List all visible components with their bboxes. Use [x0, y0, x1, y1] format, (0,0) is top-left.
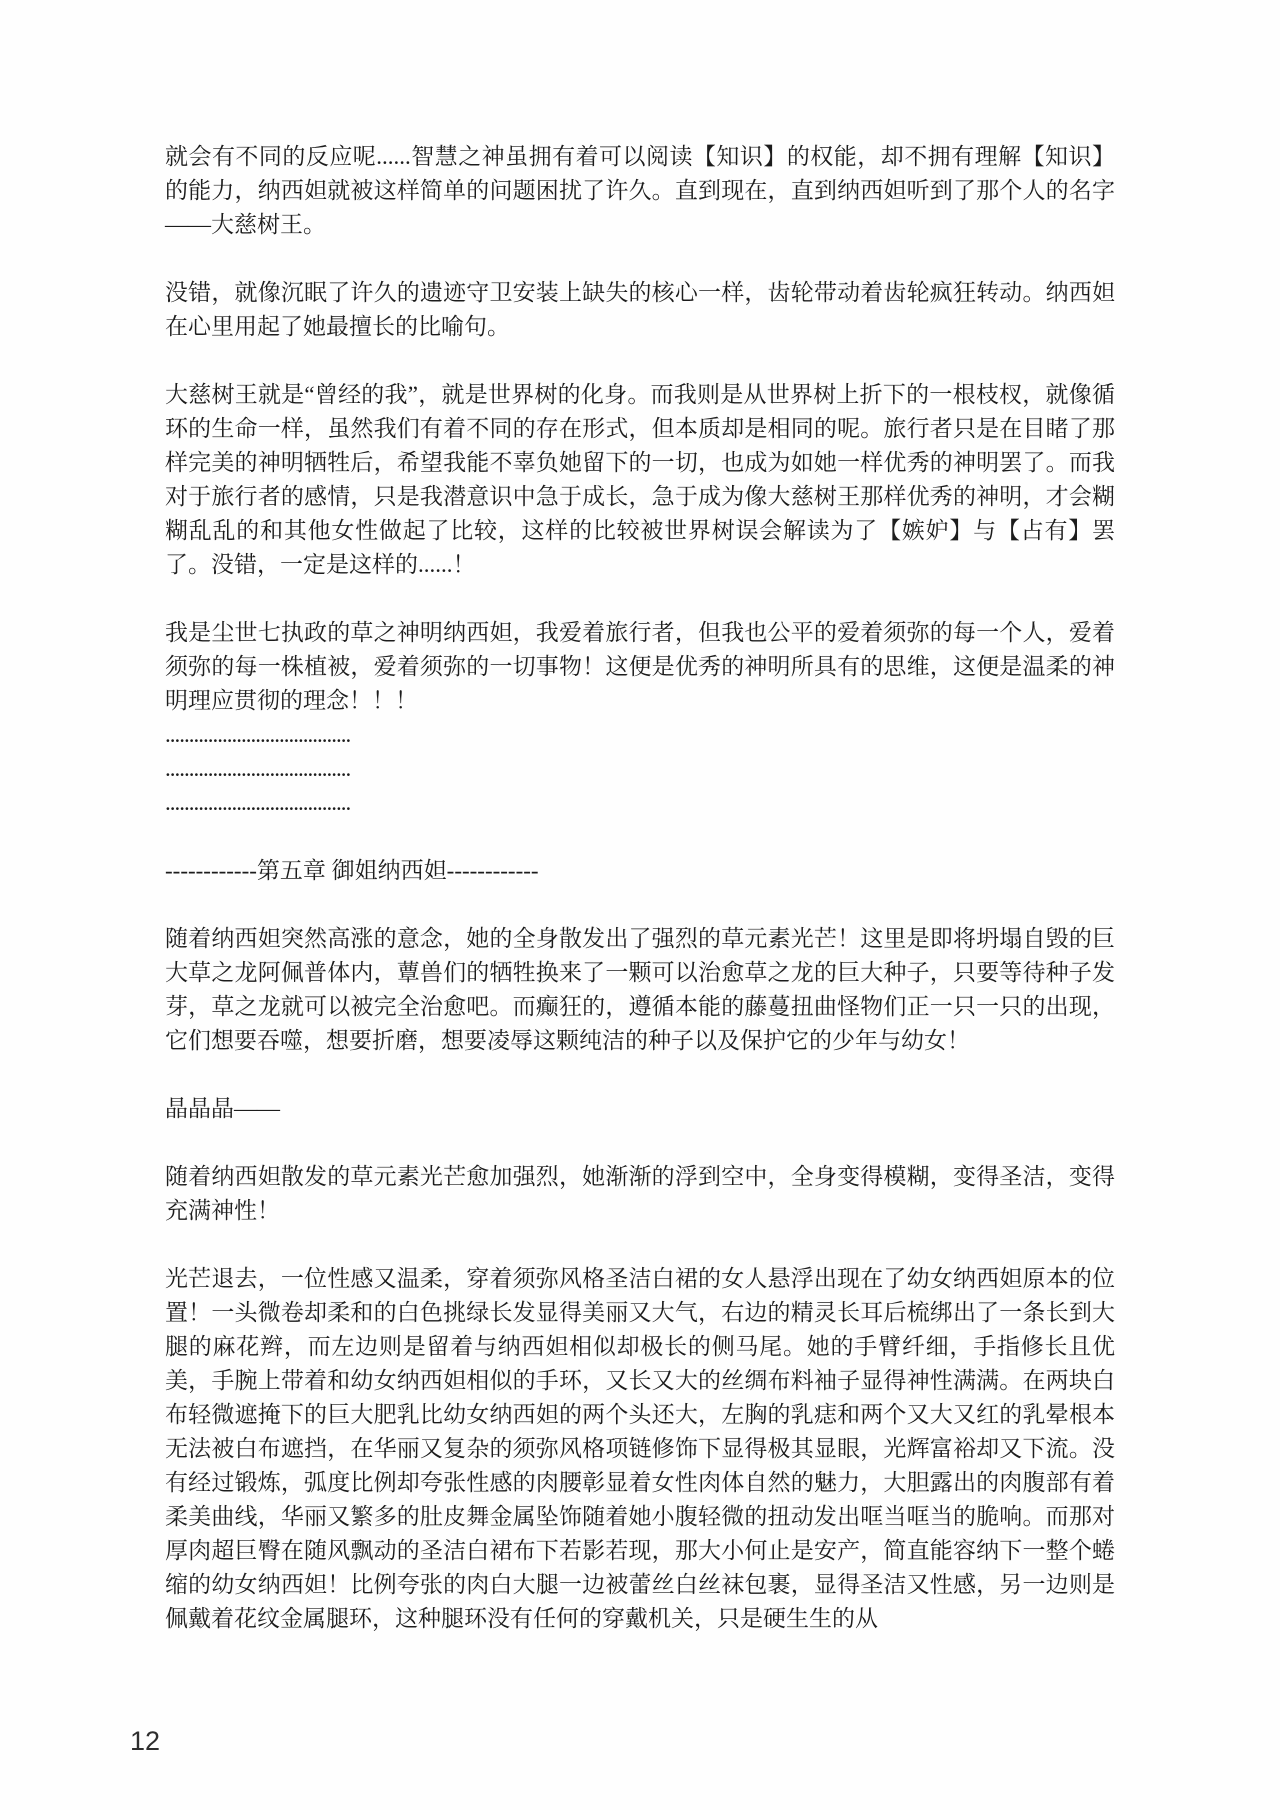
document-page-text: [165, 140, 1115, 1670]
chapter-heading: ------------第五章 御姐纳西妲------------: [165, 858, 539, 883]
ellipsis-line: .......................................: [165, 722, 351, 747]
ellipsis-line: .......................................: [165, 756, 351, 781]
paragraph: 光芒退去，一位性感又温柔，穿着须弥风格圣洁白裙的女人悬浮出现在了幼女纳西妲原本的位置！一头微卷却柔和的白色挑绿长发显得美丽又大气，右边的精灵长耳后梳绑出了一条长到大腿的麻花辫，而左边则是留着与纳西妲相似却极长的侧马尾。她的手臂纤细，手指修长且优美，手腕上带着和幼女纳西妲相似的手环，又长又大的丝绸布料袖子显得神性满满。在两块白布轻微遮掩下的巨大肥乳比幼女纳西妲的两个头还大，左胸的乳痣和两个又大又红的乳晕根本无法被白布遮挡，在华丽又复杂的须弥风格项链修饰下显得极其显眼，光辉富裕却又下流。没有经过锻炼，弧度比例却夸张性感的肉腰彰显着女性肉体自然的魅力，大胆露出的肉腹部有着柔美曲线，华丽又繁多的肚皮舞金属坠饰随着她小腹轻微的扭动发出哐当哐当的脆响。而那对厚肉超巨臀在随风飘动的圣洁白裙布下若影若现，那大小何止是安产，简直能容纳下一整个蜷缩的幼女纳西妲！比例夸张的肉白大腿一边被蕾丝白丝袜包裹，显得圣洁又性感，另一边则是佩戴着花纹金属腿环，这种腿环没有任何的穿戴机关，只是硬生生的从: [165, 1266, 1115, 1631]
paragraph: 晶晶晶——: [165, 1096, 280, 1121]
paragraph: 我是尘世七执政的草之神明纳西妲，我爱着旅行者，但我也公平的爱着须弥的每一个人，爱着须弥的每一株植被，爱着须弥的一切事物！这便是优秀的神明所具有的思维，这便是温柔的神明理应贯彻的理念！！！: [165, 620, 1115, 713]
paragraph: 没错，就像沉眠了许久的遗迹守卫安装上缺失的核心一样，齿轮带动着齿轮疯狂转动。纳西妲在心里用起了她最擅长的比喻句。: [165, 280, 1115, 339]
page-number: 12: [130, 1726, 161, 1756]
paragraph: 随着纳西妲散发的草元素光芒愈加强烈，她渐渐的浮到空中，全身变得模糊，变得圣洁，变得充满神性！: [165, 1164, 1115, 1223]
paragraph: 大慈树王就是“曾经的我”，就是世界树的化身。而我则是从世界树上折下的一根枝杈，就像循环的生命一样，虽然我们有着不同的存在形式，但本质却是相同的呢。旅行者只是在目睹了那样完美的神明牺牲后，希望我能不辜负她留下的一切，也成为如她一样优秀的神明罢了。而我对于旅行者的感情，只是我潜意识中急于成长，急于成为像大慈树王那样优秀的神明，才会糊糊乱乱的和其他女性做起了比较，这样的比较被世界树误会解读为了【嫉妒】与【占有】罢了。没错，一定是这样的......！: [165, 382, 1115, 577]
paragraph: 随着纳西妲突然高涨的意念，她的全身散发出了强烈的草元素光芒！这里是即将坍塌自毁的巨大草之龙阿佩普体内，蕈兽们的牺牲换来了一颗可以治愈草之龙的巨大种子，只要等待种子发芽，草之龙就可以被完全治愈吧。而癫狂的，遵循本能的藤蔓扭曲怪物们正一只一只的出现，它们想要吞噬，想要折磨，想要凌辱这颗纯洁的种子以及保护它的少年与幼女！: [165, 926, 1115, 1053]
ellipsis-line: .......................................: [165, 790, 351, 815]
paragraph: 就会有不同的反应呢......智慧之神虽拥有着可以阅读【知识】的权能，却不拥有理解【知识】的能力，纳西妲就被这样简单的问题困扰了许久。直到现在，直到纳西妲听到了那个人的名字——大慈树王。: [165, 144, 1115, 237]
